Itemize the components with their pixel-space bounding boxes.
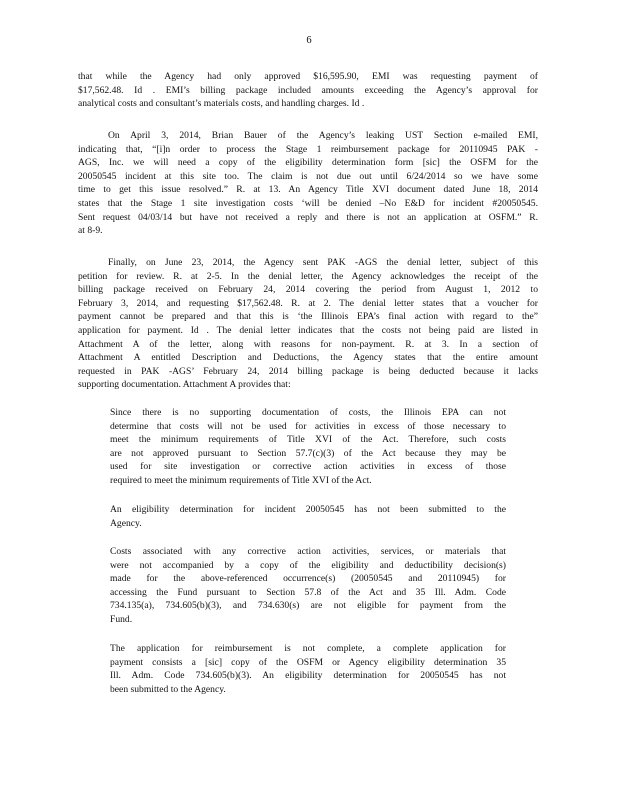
- text-line: payment consists a [sic] copy of the OSFM or Agency eligibility determination 35: [110, 656, 506, 668]
- block-quote-2: [110, 503, 506, 530]
- paragraph-2: [78, 129, 538, 238]
- text-line: states that the Stage 1 site investigation costs ‘will be denied –No E&D for incident #20050545.: [78, 197, 538, 209]
- text-line: required to meet the minimum requirements of Title XVI of the Act.: [110, 474, 372, 486]
- text-line: Attachment A entitled Description and Deductions, the Agency states that the entire amount: [78, 352, 538, 364]
- text-line: meet the minimum requirements of Title XVI of the Act. Therefore, such costs: [110, 434, 506, 446]
- text-line: requested in PAK -AGS’ February 24, 2014 billing package is being deducted because it lacks: [78, 365, 538, 377]
- text-line: $17,562.48. Id . EMI’s billing package included amounts exceeding the Agency’s approval for: [78, 84, 538, 96]
- paragraph-1: [78, 70, 538, 111]
- text-line: Ill. Adm. Code 734.605(b)(3). An eligibility determination for 20050545 has not: [110, 670, 506, 682]
- text-line: Attachment A of the letter, along with reasons for non-payment. R. at 3. In a section of: [78, 338, 538, 350]
- text-line: indicating that, “[i]n order to process the Stage 1 reimbursement package for 20110945 PAK -: [78, 143, 538, 155]
- text-line: were not accompanied by a copy of the eligibility and deductibility decision(s): [110, 559, 506, 571]
- text-line: analytical costs and consultant’s materials costs, and handling charges. Id .: [78, 98, 365, 110]
- text-line: determine that costs will not be used for activities in excess of those necessary to: [110, 420, 506, 432]
- text-line: at 8-9.: [78, 225, 103, 237]
- block-quote-4: [110, 642, 506, 696]
- text-line: 20050545 incident at this site too. The claim is not due out until 6/24/2014 so we have some: [78, 170, 538, 182]
- text-line: billing package received on February 24, 2014 covering the period from August 1, 2012 to: [78, 284, 538, 296]
- text-line: accessing the Fund pursuant to Section 57.8 of the Act and 35 Ill. Adm. Code: [110, 586, 506, 598]
- text-line: 734.135(a), 734.605(b)(3), and 734.630(s) are not eligible for payment from the: [110, 600, 506, 612]
- text-line: AGS, Inc. we will need a copy of the eligibility determination form [sic] the OSFM for the: [78, 157, 538, 169]
- text-line: The application for reimbursement is not complete, a complete application for: [110, 643, 506, 654]
- text-line: used for site investigation or corrective action activities in excess of those: [110, 461, 506, 473]
- text-line: Fund.: [110, 613, 133, 625]
- page-number: 6: [306, 35, 312, 46]
- text-line: An eligibility determination for incident 20050545 has not been submitted to the: [110, 504, 506, 515]
- paragraph-3: [78, 256, 538, 392]
- text-line: application for payment. Id . The denial letter indicates that the costs not being paid are listed in: [78, 324, 538, 336]
- block-quote-3: [110, 545, 506, 627]
- text-line: Sent request 04/03/14 but have not received a reply and there is not an application at OSFM.” R.: [78, 211, 538, 223]
- text-line: that while the Agency had only approved $16,595.90, EMI was requesting payment of: [78, 71, 538, 82]
- text-line: February 3, 2014, and requesting $17,562.48. R. at 2. The denial letter states that a voucher for: [78, 297, 538, 309]
- text-line: been submitted to the Agency.: [110, 683, 226, 695]
- text-line: time to get this issue resolved.” R. at 13. An Agency Title XVI document dated June 18, 2014: [78, 184, 538, 196]
- text-line: made for the above-referenced occurrence(s) (20050545 and 20110945) for: [110, 573, 506, 585]
- text-line: are not approved pursuant to Section 57.7(c)(3) of the Act because they may be: [110, 447, 506, 459]
- text-line: Agency.: [110, 517, 142, 529]
- text-line: payment cannot be prepared and that this is ‘the Illinois EPA’s final action with regard to the”: [78, 311, 538, 323]
- block-quote-1: [110, 406, 506, 488]
- text-line: petition for review. R. at 2-5. In the denial letter, the Agency acknowledges the receipt of the: [78, 270, 538, 282]
- text-line: supporting documentation. Attachment A provides that:: [78, 379, 291, 391]
- text-line: Costs associated with any corrective action activities, services, or materials that: [110, 546, 506, 557]
- text-line: Finally, on June 23, 2014, the Agency sent PAK -AGS the denial letter, subject of this: [108, 257, 538, 268]
- text-line: On April 3, 2014, Brian Bauer of the Agency’s leaking UST Section e-mailed EMI,: [108, 130, 538, 141]
- text-line: Since there is no supporting documentation of costs, the Illinois EPA can not: [110, 407, 506, 418]
